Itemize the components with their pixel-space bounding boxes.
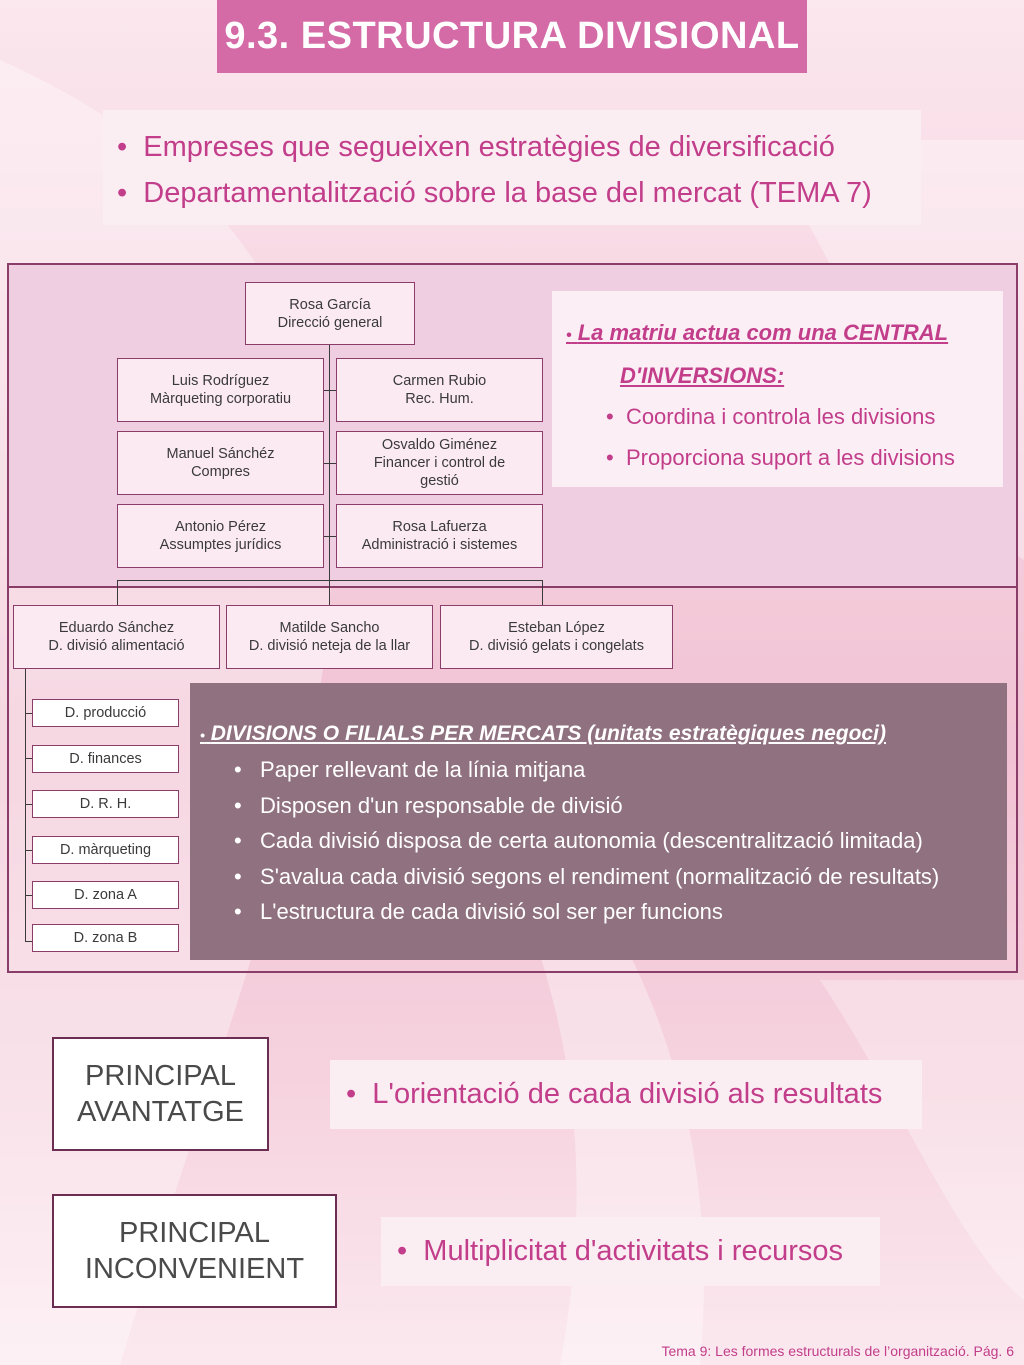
sub-department-box: D. R. H. xyxy=(32,790,179,818)
connector-line xyxy=(323,536,336,537)
page-title: 9.3. ESTRUCTURA DIVISIONAL xyxy=(217,0,807,73)
sub-department-box: D. finances xyxy=(32,745,179,773)
drawback-label-line: PRINCIPAL xyxy=(119,1217,270,1249)
advantage-label-line: AVANTATGE xyxy=(76,1096,245,1128)
staff-box xyxy=(117,358,324,422)
divisions-item: • Disposen d'un responsable de divisió xyxy=(234,792,623,818)
advantage-label xyxy=(52,1037,269,1151)
staff-role: Assumptes jurídics xyxy=(159,537,282,553)
sub-department-box: D. producció xyxy=(32,699,179,727)
divisions-item: • L'estructura de cada divisió sol ser per funcions xyxy=(234,899,723,924)
division-box xyxy=(440,605,673,669)
staff-name: Rosa Lafuerza xyxy=(392,519,487,535)
division-role: D. divisió neteja de la llar xyxy=(248,638,411,654)
connector-line xyxy=(25,713,32,714)
drawback-label-line: INCONVENIENT xyxy=(84,1253,305,1285)
divisions-item: • S'avalua cada divisió segons el rendiment (normalització de resultats) xyxy=(234,863,940,889)
intro-item: • Departamentalització sobre la base del mercat (TEMA 7) xyxy=(117,177,872,209)
staff-name: Manuel Sánchéz xyxy=(166,446,275,462)
staff-name: Antonio Pérez xyxy=(174,519,267,535)
division-name: Esteban López xyxy=(508,620,605,636)
division-box xyxy=(13,605,220,669)
division-role: D. divisió alimentació xyxy=(48,638,185,654)
advantage-label-line: PRINCIPAL xyxy=(85,1060,236,1092)
ceo-role: Direcció general xyxy=(277,314,383,331)
area-divider xyxy=(9,586,1016,588)
staff-box xyxy=(117,504,324,568)
divisions-note xyxy=(190,683,1007,960)
divisions-heading: • DIVISIONS O FILIALS PER MERCATS (unitats estratègiques negoci) xyxy=(200,722,886,745)
divisions-item: • Cada divisió disposa de certa autonomia (descentralització limitada) xyxy=(234,828,923,853)
central-item: • Coordina i controla les divisions xyxy=(606,404,936,429)
staff-role: Compres xyxy=(191,464,250,480)
connector-line xyxy=(323,390,336,391)
connector-line xyxy=(25,895,32,896)
staff-name: Osvaldo Giménez xyxy=(381,437,498,453)
sub-department-box: D. zona A xyxy=(32,881,179,909)
central-heading: • La matriu actua com una CENTRAL xyxy=(566,320,949,345)
staff-box xyxy=(336,504,543,568)
connector-line xyxy=(25,758,32,759)
connector-line xyxy=(25,850,32,851)
staff-name: Luis Rodríguez xyxy=(171,373,270,389)
intro-list xyxy=(103,110,921,225)
drawback-label xyxy=(52,1194,337,1308)
staff-box xyxy=(336,358,543,422)
staff-role: Administració i sistemes xyxy=(361,537,518,553)
central-item: • Proporciona suport a les divisions xyxy=(606,445,955,470)
central-investment-note xyxy=(552,291,1003,487)
connector-line xyxy=(323,463,336,464)
connector-line xyxy=(117,580,543,581)
staff-box xyxy=(336,431,543,495)
ceo-name: Rosa García xyxy=(289,296,371,313)
advantage-text: • L'orientació de cada divisió als resultats xyxy=(330,1060,922,1129)
ceo-box xyxy=(245,282,415,345)
staff-box xyxy=(117,431,324,495)
connector-line xyxy=(542,580,543,605)
staff-role: Màrqueting corporatiu xyxy=(149,391,292,407)
division-name: Eduardo Sánchez xyxy=(58,620,175,636)
connector-line xyxy=(25,804,32,805)
connector-line xyxy=(25,941,32,942)
central-heading-cont: D'INVERSIONS: xyxy=(620,363,785,388)
sub-department-box: D. màrqueting xyxy=(32,836,179,864)
staff-name: Carmen Rubio xyxy=(392,373,487,389)
division-box xyxy=(226,605,433,669)
division-name: Matilde Sancho xyxy=(279,620,380,636)
sub-department-box: D. zona B xyxy=(32,924,179,952)
connector-line xyxy=(329,345,330,605)
connector-line xyxy=(117,580,118,605)
staff-role: Financer i control de gestió xyxy=(373,455,506,489)
footer-text: Tema 9: Les formes estructurals de l’organització. Pág. 6 xyxy=(661,1343,1014,1359)
division-role: D. divisió gelats i congelats xyxy=(469,638,644,654)
divisions-item: • Paper rellevant de la línia mitjana xyxy=(234,757,586,782)
drawback-text: • Multiplicitat d'activitats i recursos xyxy=(381,1217,880,1286)
staff-role: Rec. Hum. xyxy=(405,391,474,407)
intro-item: • Empreses que segueixen estratègies de diversificació xyxy=(117,131,835,163)
